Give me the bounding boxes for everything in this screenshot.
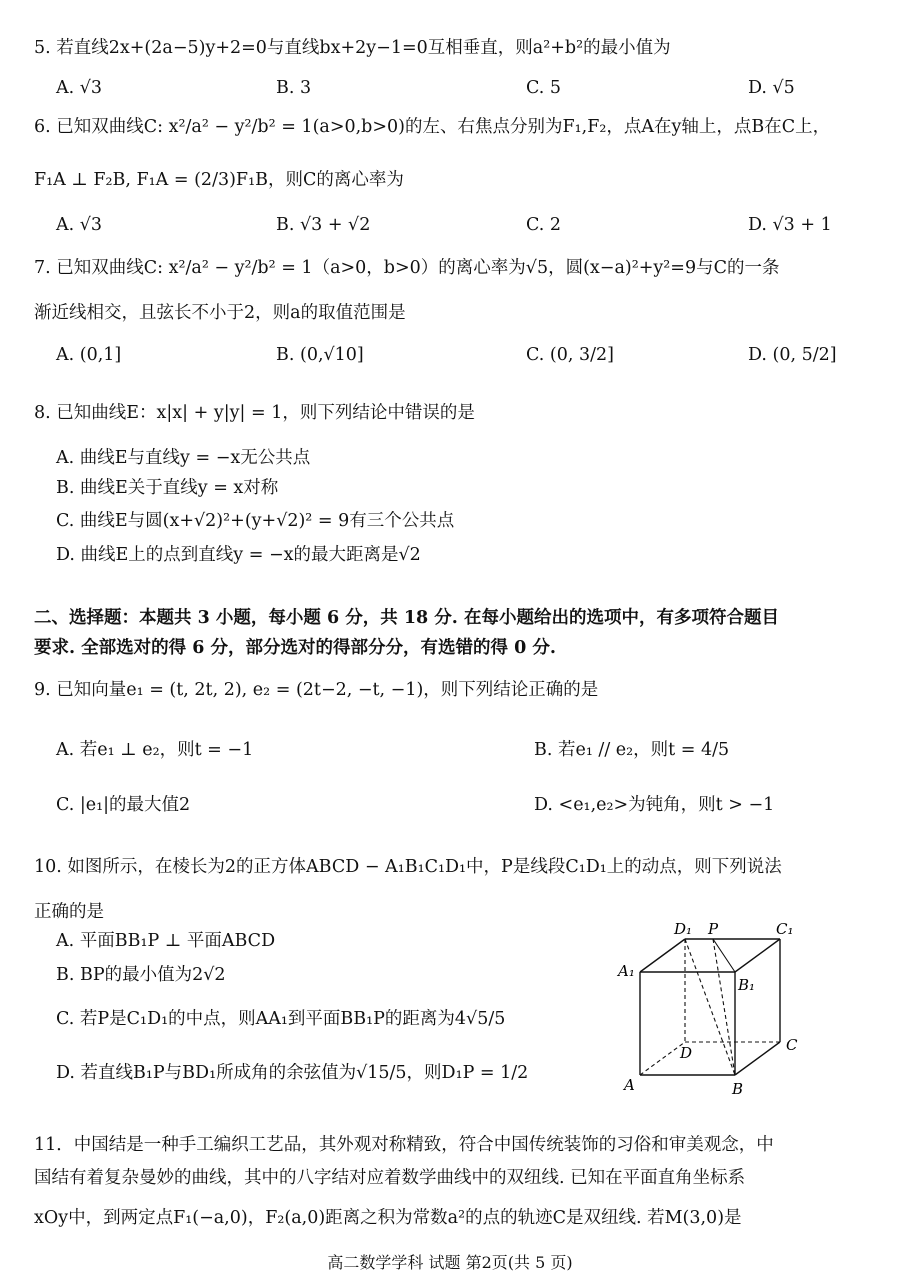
q8-option-c: C. 曲线E与圆(x+√2)²+(y+√2)² = 9有三个公共点: [56, 511, 455, 531]
q11-stem-line2: 国结有着复杂曼妙的曲线，其中的八字结对应着数学曲线中的双纽线. 已知在平面直角坐标系: [34, 1168, 746, 1188]
q5-option-d: D. √5: [748, 78, 795, 98]
q11-stem-line1: 11．中国结是一种手工编织工艺品，其外观对称精致，符合中国传统装饰的习俗和审美观念，中: [34, 1135, 774, 1155]
q8-option-a: A. 曲线E与直线y = −x无公共点: [56, 448, 311, 468]
q7-stem-line1: 7. 已知双曲线C: x²/a² − y²/b² = 1（a>0，b>0）的离心率为√5，圆(x−a)²+y²=9与C的一条: [34, 258, 780, 278]
q7-option-a: A. (0,1]: [56, 345, 122, 365]
q6-option-a: A. √3: [56, 215, 103, 235]
q6-option-c: C. 2: [526, 215, 562, 235]
q10-option-a: A. 平面BB₁P ⊥ 平面ABCD: [56, 931, 276, 951]
q9-option-c: C. |e₁|的最大值2: [56, 795, 191, 815]
edge-c1-b1: [735, 939, 780, 972]
q6-option-b: B. √3 + √2: [276, 215, 371, 235]
q5-option-b: B. 3: [276, 78, 312, 98]
q8-stem: 8. 已知曲线E：x|x| + y|y| = 1，则下列结论中错误的是: [34, 403, 475, 423]
segment-p-b: [713, 939, 735, 1075]
q5-option-a: A. √3: [56, 78, 103, 98]
label-c: C: [786, 1036, 798, 1054]
q6-option-d: D. √3 + 1: [748, 215, 832, 235]
section-2-heading-line2: 要求. 全部选对的得 6 分，部分选对的得部分分，有选错的得 0 分.: [34, 638, 556, 658]
q5-stem: 5. 若直线2x+(2a−5)y+2=0与直线bx+2y−1=0互相垂直，则a²+b²的最小值为: [34, 38, 671, 58]
q7-option-c: C. (0, 3/2]: [526, 345, 614, 365]
q10-option-b: B. BP的最小值为2√2: [56, 965, 226, 985]
label-p: P: [708, 922, 719, 938]
q7-stem-line2: 渐近线相交，且弦长不小于2，则a的取值范围是: [34, 303, 406, 323]
q7-option-b: B. (0,√10]: [276, 345, 364, 365]
q6-stem-line1: 6. 已知双曲线C: x²/a² − y²/b² = 1(a>0,b>0)的左、右焦点分别为F₁,F₂，点A在y轴上，点B在C上，: [34, 117, 831, 137]
q9-option-b: B. 若e₁ // e₂，则t = 4/5: [534, 740, 730, 760]
q10-option-d: D. 若直线B₁P与BD₁所成角的余弦值为√15/5，则D₁P = 1/2: [56, 1063, 529, 1083]
q8-option-d: D. 曲线E上的点到直线y = −x的最大距离是√2: [56, 545, 421, 565]
label-a: A: [624, 1076, 635, 1094]
label-d: D: [680, 1044, 693, 1062]
q11-stem-line3: xOy中，到两定点F₁(−a,0)，F₂(a,0)距离之积为常数a²的点的轨迹C是双纽线. 若M(3,0)是: [34, 1208, 742, 1228]
cube-figure: [610, 922, 810, 1102]
q5-option-c: C. 5: [526, 78, 562, 98]
segment-p-b1: [713, 939, 735, 972]
q9-stem: 9. 已知向量e₁ = (t, 2t, 2), e₂ = (2t−2, −t, −1)，则下列结论正确的是: [34, 680, 599, 700]
label-d1: D₁: [674, 922, 693, 938]
label-c1: C₁: [776, 922, 794, 938]
q10-option-c: C. 若P是C₁D₁的中点，则AA₁到平面BB₁P的距离为4√5/5: [56, 1009, 506, 1029]
diagonal-d1-b: [685, 939, 735, 1075]
q7-option-d: D. (0, 5/2]: [748, 345, 837, 365]
q6-stem-line2: F₁A ⊥ F₂B, F₁A = (2/3)F₁B，则C的离心率为: [34, 170, 404, 190]
edge-a-d: [640, 1042, 685, 1075]
q10-stem-line2: 正确的是: [34, 902, 104, 922]
q10-stem-line1: 10. 如图所示，在棱长为2的正方体ABCD − A₁B₁C₁D₁中，P是线段C₁D₁上的动点，则下列说法: [34, 857, 782, 877]
q8-option-b: B. 曲线E关于直线y = x对称: [56, 478, 279, 498]
section-2-heading-line1: 二、选择题：本题共 3 小题，每小题 6 分，共 18 分. 在每小题给出的选项中，有多项符合题目: [34, 608, 779, 628]
q9-option-d: D. <e₁,e₂>为钝角，则t > −1: [534, 795, 775, 815]
q9-option-a: A. 若e₁ ⊥ e₂，则t = −1: [56, 740, 254, 760]
page-footer: 高二数学学科 试题 第2页(共 5 页): [327, 1253, 573, 1272]
edge-a1-d1: [640, 939, 685, 972]
label-b: B: [732, 1080, 744, 1098]
edge-b-c: [735, 1042, 780, 1075]
label-a1: A₁: [618, 962, 635, 980]
label-b1: B₁: [738, 976, 756, 994]
